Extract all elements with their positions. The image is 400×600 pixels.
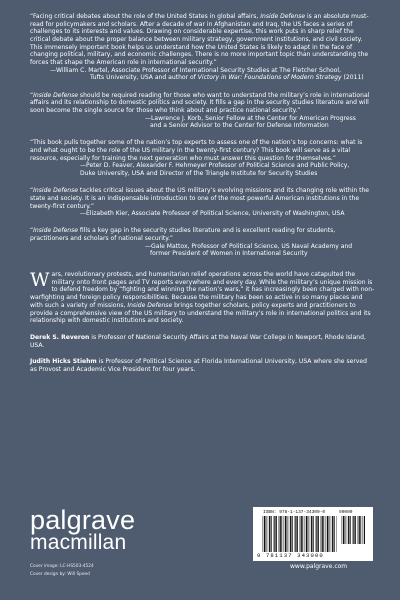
book-title: Inside Defense — [33, 227, 78, 235]
book-title: Inside Defense — [260, 13, 306, 20]
barcode-bar — [355, 516, 356, 544]
barcode-bar — [281, 516, 282, 552]
publisher-logo-line2: macmillan — [30, 531, 127, 554]
barcode-bar — [332, 516, 333, 552]
barcode-bar — [360, 516, 361, 544]
blurb-attribution: —Peter D. Feaver, Alexander F. Hehmeyer Professor of Political Science and Public Policy, — [80, 162, 350, 170]
barcode-bar — [306, 516, 307, 552]
quote-text: is an absolute must-read for policymakers and scholars. After a decade of war in Afghanistan and Iraq, the US faces a series of challenges to its interests and values. Drawing on considerable expertise, this work puts in sharp relief the critical debate about the proper balance between military strategy, government institutions, and civil society. This immensely important book helps us understand how the United States is likely to adapt in the face of changing political, military, and economic challenges. There is no more important topic than understanding the forces that shape the American role in international security.” — [30, 13, 369, 67]
barcode-bar — [343, 516, 344, 544]
blurb-attribution: —Gale Mattox, Professor of Political Science, US Naval Academy and — [145, 242, 353, 250]
barcode-bar — [359, 516, 360, 544]
barcode-bars — [262, 516, 337, 552]
blurb-attribution: —Elizabeth Kier, Associate Professor of Political Science, University of Washington, USA — [80, 210, 345, 218]
barcode-bar — [301, 516, 302, 552]
barcode-bar — [285, 516, 286, 552]
blurb-mattox — [30, 227, 375, 258]
barcode-bar — [297, 516, 298, 552]
barcode-bar — [276, 516, 277, 552]
barcode-bar — [295, 516, 296, 552]
blurb-quote: “This book pulls together some of the nation’s top experts to assess one of the nation’s top concerns: what is and what ought to be the role of the US military in the twenty-first century? This book will serve as a vital resource, especially for training the next generation who must answer this question for themselves.” — [30, 139, 363, 162]
barcode-bar — [345, 516, 346, 544]
book-title: Inside Defense — [33, 91, 78, 99]
blurb-attribution: and a Senior Advisor to the Center for Defense Information — [150, 122, 329, 130]
publisher-logo-line1: palgrave — [30, 505, 136, 535]
barcode-bar — [364, 516, 365, 544]
barcode-digits: 9 781137 343000 — [257, 552, 324, 559]
blurb-feaver — [30, 139, 375, 177]
barcode-bar — [353, 516, 354, 544]
barcode-bar — [290, 516, 291, 552]
drop-cap: W — [30, 269, 50, 292]
barcode-bar — [269, 516, 270, 552]
blurb-quote: “Inside Defense fills a key gap in the security studies literature and is excellent reading for students, practitioners and scholars of national security.” — [30, 227, 336, 243]
barcode-bar — [292, 516, 293, 552]
isbn-text: ISBN: 978-1-137-34300-0 — [263, 510, 326, 515]
barcode-bar — [280, 516, 281, 552]
book-description: Wars, revolutionary protests, and humanitarian relief operations across the world have catapulted the military onto front pages and TV reports everywhere and every day. While the military’s unique mission is to defend freedom by “fighting and winning the nation’s wars,” it has increasingly been charged with non-warfighting and foreign policy responsibilities. Because the military has been so active in so many places and with such a variety of missions, Inside Defense brings together scholars, policy experts and practitioners to provide a comprehensive view of the US military to understand the military’s role in international politics and its relationship with domestic institutions and society. — [30, 269, 375, 325]
blurb-attribution: Tufts University, USA and author of Victory in War: Foundations of Modern Strategy (2011) — [90, 74, 364, 82]
blurb-quote: “Inside Defense tackles critical issues about the US military’s evolving missions and its changing role within the state and society. It is an indispensable introduction to one of the most powerful American institutions in the twenty-first century.” — [30, 187, 370, 210]
author-bio: Judith Hicks Stiehm is Professor of Political Science at Florida International University, USA where she served as Provost and Academic Vice President for four years. — [30, 358, 367, 373]
barcode-bar — [318, 516, 319, 552]
blurb-attribution: —William C. Martel, Associate Professor of International Security Studies at The Fletcher School, — [50, 66, 342, 74]
blurb-kier — [30, 187, 375, 218]
blurb-attribution: former President of Women in International Security — [150, 250, 308, 258]
barcode-bar — [266, 516, 267, 552]
publisher-logo — [30, 505, 160, 554]
barcode-bar — [287, 516, 288, 552]
barcode-bar — [311, 516, 312, 552]
barcode-bar — [327, 516, 328, 552]
barcode-bar — [334, 516, 335, 552]
barcode-bar — [350, 516, 351, 544]
barcode-bar — [308, 516, 309, 552]
author-bio: Derek S. Reveron is Professor of National Security Affairs at the Naval War College in Newport, Rhode Island, USA. — [30, 333, 366, 349]
barcode — [253, 507, 373, 561]
barcode-bar — [274, 516, 275, 552]
author-name: Derek S. Reveron — [30, 333, 90, 341]
blurb-quote: “Inside Defense should be required reading for those who want to understand the military’s role in international affairs and its relationship to domestic politics and society. It fills a gap in the security studies literature and will soon become the single source for those who think about and practice national security.” — [30, 91, 370, 114]
blurb-attribution: Duke University, USA and Director of the Triangle Institute for Security Studies — [80, 170, 318, 178]
barcode-bar — [322, 516, 323, 552]
book-title: Inside Defense — [33, 187, 78, 195]
blurb-attribution: —Lawrence J. Korb, Senior Fellow at the Center for American Progress — [145, 114, 356, 122]
barcode-bar — [271, 516, 272, 552]
barcode-bar — [329, 516, 330, 552]
cover-text — [30, 13, 375, 374]
blurb-korb — [30, 92, 375, 130]
cover-design-credit: Cover design by: Will Speed — [30, 571, 90, 577]
author-name: Judith Hicks Stiehm — [30, 358, 97, 366]
cover-image-credit: Cover image: LC-HS503-4524 — [30, 564, 94, 569]
cover-credits — [30, 563, 94, 578]
publisher-url[interactable]: www.palgrave.com — [290, 563, 348, 570]
blurb-martel — [30, 13, 375, 82]
barcode-addon-digits: 90000 — [339, 510, 353, 515]
quote-text: “Facing critical debates about the role of the United States in global affairs, — [30, 13, 261, 20]
barcode-addon-bars — [341, 516, 365, 544]
barcode-bar — [316, 516, 317, 552]
barcode-bar — [313, 516, 314, 552]
barcode-bar — [323, 516, 324, 552]
book-title: Inside Defense — [127, 301, 173, 309]
barcode-bar — [264, 516, 265, 552]
barcode-bar — [302, 516, 303, 552]
barcode-bar — [348, 516, 349, 544]
blurb-quote — [30, 13, 375, 67]
